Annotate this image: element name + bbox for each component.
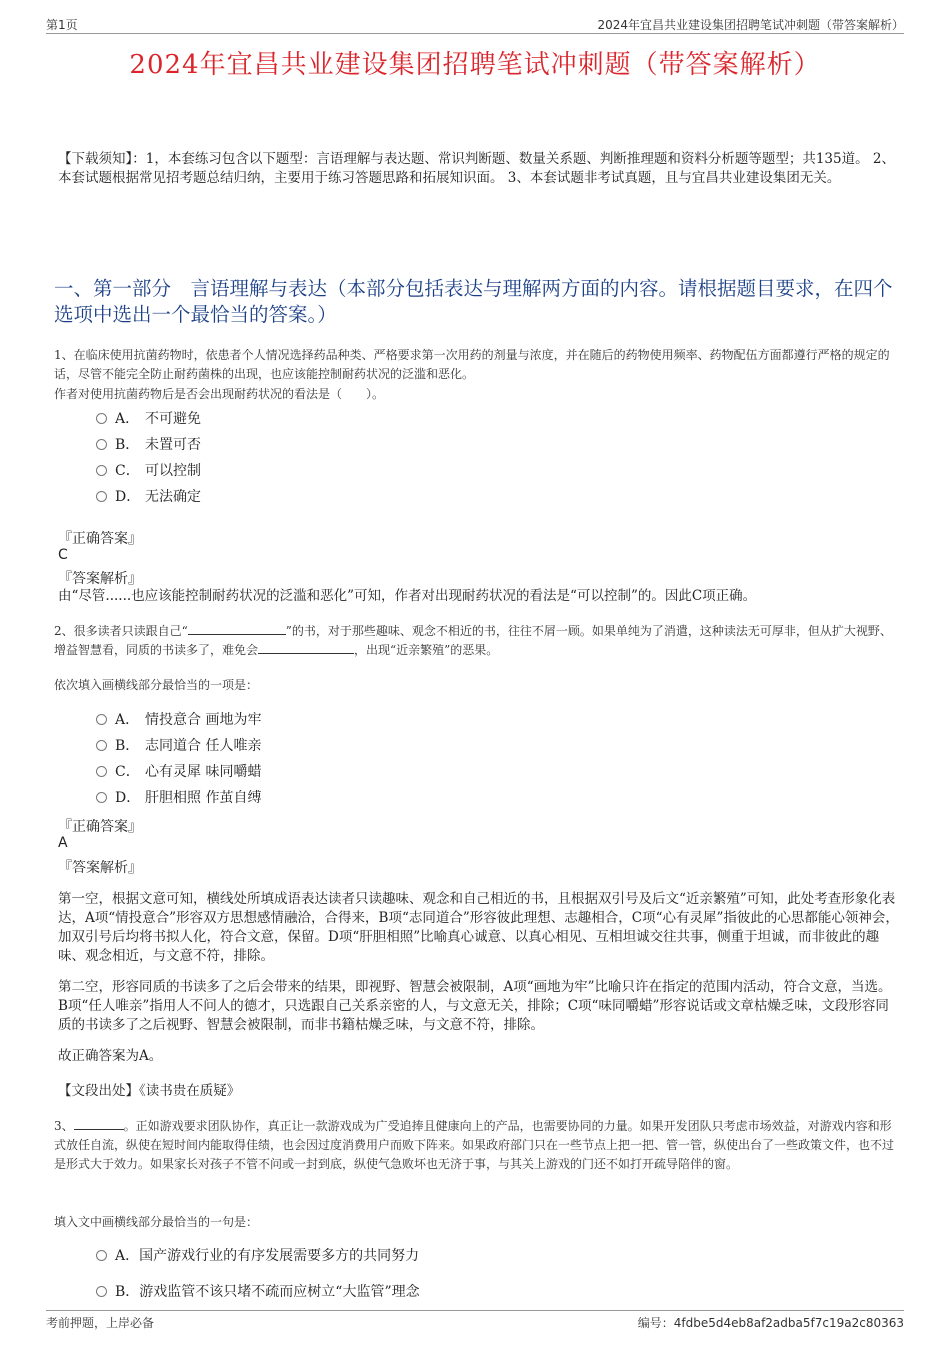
radio-icon[interactable]: [96, 439, 107, 450]
radio-icon[interactable]: [96, 465, 107, 476]
q1-option-b[interactable]: B． 未置可否: [96, 435, 201, 455]
radio-icon[interactable]: [96, 792, 107, 803]
q2-analysis-label: 『答案解析』: [58, 860, 142, 876]
q1-option-c[interactable]: C． 可以控制: [96, 461, 201, 481]
q1-analysis-label: 『答案解析』: [58, 571, 142, 587]
q2-option-c[interactable]: C． 心有灵犀 味同嚼蜡: [96, 762, 261, 782]
q2-analysis-p1: 第一空，根据文意可知，横线处所填成语表达读者只读趣味、观念和自己相近的书，且根据双引号及后文“近亲繁殖”可知，此处考查形象化表达，A项“情投意合”形容双方思想感情融洽，合得来，B项“志同道合”形容彼此理想、志趣相合，C项“心有灵犀”指彼此的心思都能心领神会，加双引号后均将书拟人化，符合文意，保留。D项“肝胆相照”比喻真心诚意、以真心相见、互相坦诚交往共事，侧重于坦诚，而非彼此的趣味、观念相近，与文意不符，排除。: [58, 891, 899, 964]
radio-icon[interactable]: [96, 1250, 107, 1261]
section-heading: 一、第一部分 言语理解与表达（本部分包括表达与理解两方面的内容。请根据题目要求，在四个选项中选出一个最恰当的答案。）: [54, 277, 893, 326]
download-notice: 【下载须知】：1，本套练习包含以下题型：言语理解与表达题、常识判断题、数量关系题、判断推理题和资料分析题等题型；共135道。 2、本套试题根据常见招考题总结归纳，主要用于练习答题思路和拓展知识面。 3、本套试题非考试真题，且与宜昌共业建设集团无关。: [58, 151, 895, 186]
q1-answer-label: 『正确答案』: [58, 531, 142, 547]
q2-option-b[interactable]: B． 志同道合 任人唯亲: [96, 736, 261, 756]
radio-icon[interactable]: [96, 740, 107, 751]
footer-divider: [46, 1310, 904, 1311]
q1-option-d[interactable]: D． 无法确定: [96, 487, 201, 507]
page-title: 2024年宜昌共业建设集团招聘笔试冲刺题（带答案解析）: [129, 50, 821, 80]
footer-serial: 编号：4fdbe5d4eb8af2adba5f7c19a2c80363: [637, 1316, 904, 1330]
fill-blank: [258, 641, 354, 654]
footer-slogan: 考前押题，上岸必备: [46, 1316, 155, 1330]
q2-stem: 2、很多读者只读跟自己“ ”的书，对于那些趣味、观念不相近的书，往往不屑一顾。如果单纯为了消遣，这种读法无可厚非，但从扩大视野、增益智慧看，同质的书读多了，难免会 ，出现“近亲繁殖”的恶果。: [54, 624, 892, 657]
q2-question: 依次填入画横线部分最恰当的一项是：: [54, 678, 259, 692]
q2-answer-label: 『正确答案』: [58, 819, 142, 835]
q3-stem: 3、 。正如游戏要求团队协作，真正让一款游戏成为广受追捧且健康向上的产品，也需要协同的力量。如果开发团队只考虑市场效益，对游戏内容和形式放任自流，纵使在短时间内能取得佳绩，也会因过度消费用户而败下阵来。如果政府部门只在一些节点上把一把、管一管，纵使出台了一些政策文件，也不过是形式大于效力。如果家长对孩子不管不问或一封到底，纵使气急败坏也无济于事，与其关上游戏的门还不如打开疏导陪伴的窗。: [54, 1119, 895, 1171]
q1-analysis: 由“尽管......也应该能控制耐药状况的泛滥和恶化”可知，作者对出现耐药状况的看法是“可以控制”的。因此C项正确。: [58, 588, 757, 604]
page-number: 第1页: [46, 18, 78, 32]
q2-option-d[interactable]: D． 肝胆相照 作茧自缚: [96, 788, 261, 808]
fill-blank: [188, 622, 286, 635]
q2-option-a[interactable]: A． 情投意合 画地为牢: [96, 710, 261, 730]
radio-icon[interactable]: [96, 766, 107, 777]
q2-analysis-p3: 故正确答案为A。: [58, 1048, 163, 1064]
q2-answer: A: [58, 835, 68, 851]
q1-answer: C: [58, 547, 68, 563]
header-divider: [46, 33, 904, 34]
q2-source: 【文段出处】《读书贵在质疑》: [58, 1083, 241, 1099]
radio-icon[interactable]: [96, 413, 107, 424]
q1-option-a[interactable]: A． 不可避免: [96, 409, 201, 429]
radio-icon[interactable]: [96, 1286, 107, 1297]
radio-icon[interactable]: [96, 491, 107, 502]
q3-question: 填入文中画横线部分最恰当的一句是：: [54, 1215, 259, 1229]
q2-analysis-p2: 第二空，形容同质的书读多了之后会带来的结果，即视野、智慧会被限制，A项“画地为牢”比喻只许在指定的范围内活动，符合文意，当选。B项“任人唯亲”指用人不问人的德才，只选跟自己关系亲密的人，与文意无关，排除；C项“味同嚼蜡”形容说话或文章枯燥乏味，文段形容同质的书读多了之后视野、智慧会被限制，而非书籍枯燥乏味，与文意不符，排除。: [58, 979, 892, 1033]
radio-icon[interactable]: [96, 714, 107, 725]
q3-option-b[interactable]: B．游戏监管不该只堵不疏而应树立“大监管”理念: [96, 1282, 420, 1302]
q1-question: 作者对使用抗菌药物后是否会出现耐药状况的看法是（ ）。: [54, 387, 385, 401]
q1-stem: 1、在临床使用抗菌药物时，依患者个人情况选择药品种类、严格要求第一次用药的剂量与浓度，并在随后的药物使用频率、药物配伍方面都遵行严格的规定的话，尽管不能完全防止耐药菌株的出现，也应该能控制耐药状况的泛滥和恶化。: [54, 348, 890, 381]
header-doc-title: 2024年宜昌共业建设集团招聘笔试冲刺题（带答案解析）: [597, 18, 904, 32]
q3-option-a[interactable]: A．国产游戏行业的有序发展需要多方的共同努力: [96, 1246, 419, 1266]
fill-blank: [74, 1117, 124, 1130]
